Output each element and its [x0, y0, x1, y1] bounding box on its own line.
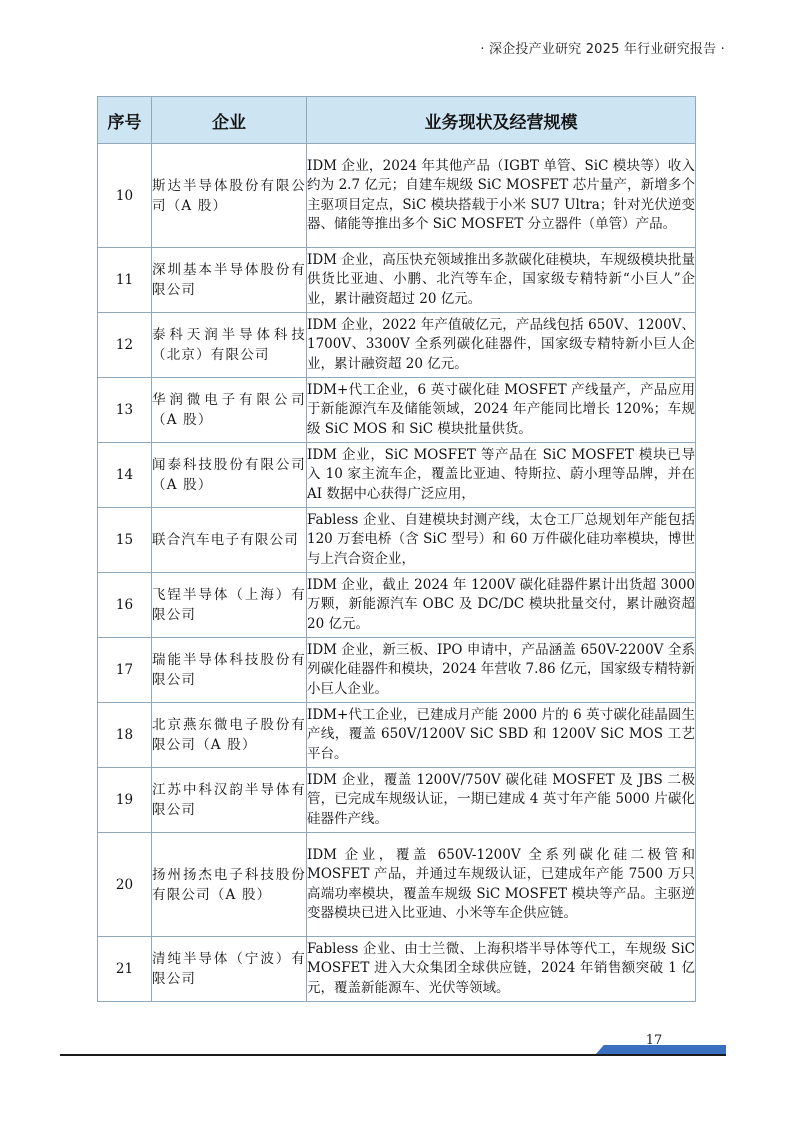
company-name: 清纯半导体（宁波）有限公司 — [152, 937, 307, 1002]
company-name: 泰科天润半导体科技（北京）有限公司 — [152, 313, 307, 378]
column-header-number: 序号 — [98, 97, 152, 144]
table-row — [98, 573, 696, 638]
company-name: 斯达半导体股份有限公司（A 股） — [152, 144, 307, 248]
table-header-row — [98, 97, 696, 144]
table-row — [98, 313, 696, 378]
row-number: 14 — [98, 443, 152, 508]
row-number: 11 — [98, 248, 152, 313]
table-row — [98, 768, 696, 833]
business-description: Fabless 企业、由士兰微、上海积塔半导体等代工，车规级 SiC MOSFET 进入大众集团全球供应链，2024 年销售额突破 1 亿元，覆盖新能源车、光伏等领域。 — [307, 937, 696, 1002]
company-name: 江苏中科汉韵半导体有限公司 — [152, 768, 307, 833]
business-description: IDM 企业，新三板、IPO 申请中，产品涵盖 650V-2200V 全系列碳化硅器件和模块，2024 年营收 7.86 亿元，国家级专精特新小巨人企业。 — [307, 638, 696, 703]
business-description: IDM 企业，2022 年产值破亿元，产品线包括 650V、1200V、1700V、3300V 全系列碳化硅器件，国家级专精特新小巨人企业，累计融资超 20 亿元。 — [307, 313, 696, 378]
row-number: 10 — [98, 144, 152, 248]
row-number: 12 — [98, 313, 152, 378]
column-header-business: 业务现状及经营规模 — [307, 97, 696, 144]
table-row — [98, 937, 696, 1002]
footer-rule — [60, 1054, 726, 1056]
company-name: 闻泰科技股份有限公司（A 股） — [152, 443, 307, 508]
company-name: 飞锃半导体（上海）有限公司 — [152, 573, 307, 638]
business-description: IDM 企业，截止 2024 年 1200V 碳化硅器件累计出货超 3000 万颗，新能源汽车 OBC 及 DC/DC 模块批量交付，累计融资超 20 亿元。 — [307, 573, 696, 638]
business-description: IDM 企业，2024 年其他产品（IGBT 单管、SiC 模块等）收入约为 2.7 亿元；自建车规级 SiC MOSFET 芯片量产，新增多个主驱项目定点，SiC 模块搭载于小米 SU7 Ultra；针对光伏逆变器、储能等推出多个 SiC MOSFET 分立器件（单管）产品。 — [307, 144, 696, 248]
table-row — [98, 833, 696, 937]
business-description: IDM 企业，SiC MOSFET 等产品在 SiC MOSFET 模块已导入 10 家主流车企，覆盖比亚迪、特斯拉、蔚小理等品牌，并在 AI 数据中心获得广泛应用， — [307, 443, 696, 508]
row-number: 15 — [98, 508, 152, 573]
company-name: 深圳基本半导体股份有限公司 — [152, 248, 307, 313]
company-name: 瑞能半导体科技股份有限公司 — [152, 638, 307, 703]
company-name: 北京燕东微电子股份有限公司（A 股） — [152, 703, 307, 768]
row-number: 20 — [98, 833, 152, 937]
business-description: IDM+代工企业，6 英寸碳化硅 MOSFET 产线量产，产品应用于新能源汽车及储能领域，2024 年产能同比增长 120%；车规级 SiC MOS 和 SiC 模块批量供货。 — [307, 378, 696, 443]
business-description: IDM 企业，覆盖 1200V/750V 碳化硅 MOSFET 及 JBS 二极管，已完成车规级认证，一期已建成 4 英寸年产能 5000 片碳化硅器件产线。 — [307, 768, 696, 833]
row-number: 21 — [98, 937, 152, 1002]
table-row — [98, 638, 696, 703]
business-description: IDM 企业，高压快充领域推出多款碳化硅模块，车规级模块批量供货比亚迪、小鹏、北汽等车企，国家级专精特新“小巨人”企业，累计融资超过 20 亿元。 — [307, 248, 696, 313]
company-name: 联合汽车电子有限公司 — [152, 508, 307, 573]
report-header: · 深企投产业研究 2025 年行业研究报告 · — [480, 42, 725, 57]
table-row — [98, 248, 696, 313]
company-name: 扬州扬杰电子科技股份有限公司（A 股） — [152, 833, 307, 937]
row-number: 18 — [98, 703, 152, 768]
table-row — [98, 144, 696, 248]
table-row — [98, 703, 696, 768]
table-row — [98, 443, 696, 508]
row-number: 19 — [98, 768, 152, 833]
table-row — [98, 508, 696, 573]
business-description: IDM 企业，覆盖 650V-1200V 全系列碳化硅二极管和 MOSFET 产品，并通过车规级认证，已建成年产能 7500 万只高端功率模块，覆盖车规级 SiC MOSFET 模块等产品。主驱逆变器模块已进入比亚迪、小米等车企供应链。 — [307, 833, 696, 937]
row-number: 13 — [98, 378, 152, 443]
company-name: 华润微电子有限公司（A 股） — [152, 378, 307, 443]
enterprise-table — [97, 96, 696, 1002]
row-number: 16 — [98, 573, 152, 638]
business-description: Fabless 企业、自建模块封测产线，太仓工厂总规划年产能包括 120 万套电桥（含 SiC 型号）和 60 万件碳化硅功率模块，博世与上汽合资企业， — [307, 508, 696, 573]
business-description: IDM+代工企业，已建成月产能 2000 片的 6 英寸碳化硅晶圆生产线，覆盖 650V/1200V SiC SBD 和 1200V SiC MOS 工艺平台。 — [307, 703, 696, 768]
page-number: 17 — [645, 1033, 663, 1048]
column-header-company: 企业 — [152, 97, 307, 144]
table-row — [98, 378, 696, 443]
row-number: 17 — [98, 638, 152, 703]
